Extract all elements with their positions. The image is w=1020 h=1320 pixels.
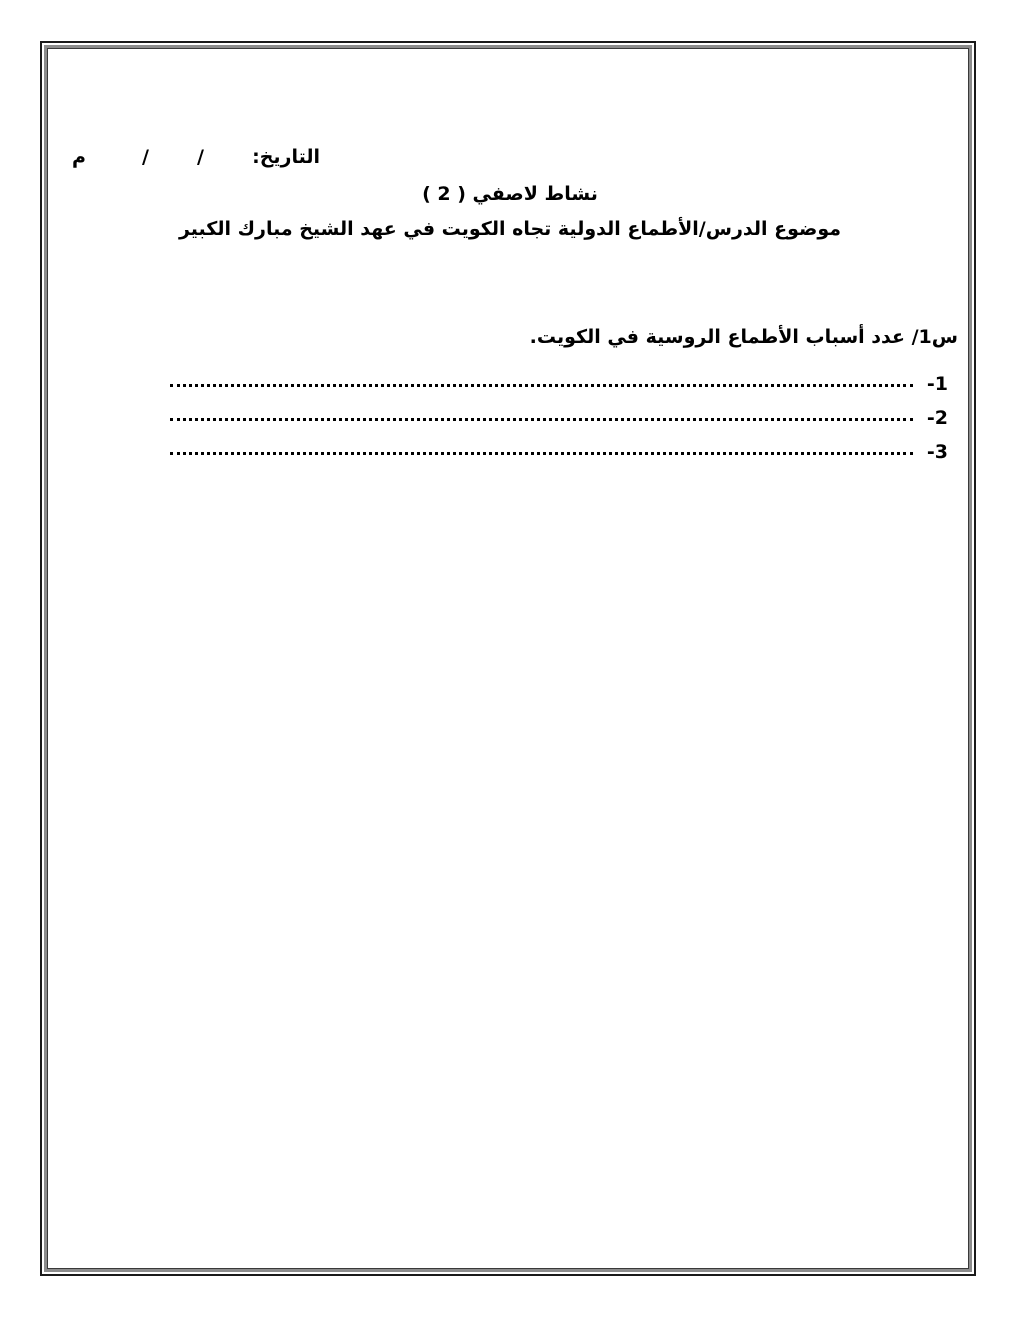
answer-number: 2-	[926, 407, 948, 429]
answer-line[interactable]	[170, 361, 952, 395]
answer-blank[interactable]	[170, 384, 913, 387]
answer-list	[170, 361, 952, 463]
activity-title: نشاط لاصفي ( 2 )	[422, 183, 598, 205]
answer-line[interactable]	[170, 429, 952, 463]
date-separator: /	[142, 146, 149, 168]
answer-line[interactable]	[170, 395, 952, 429]
date-label: التاريخ:	[252, 146, 320, 168]
answer-blank[interactable]	[170, 452, 913, 455]
answer-number: 1-	[926, 373, 948, 395]
answer-blank[interactable]	[170, 418, 913, 421]
answer-number: 3-	[926, 441, 948, 463]
lesson-topic: موضوع الدرس/الأطماع الدولية تجاه الكويت في عهد الشيخ مبارك الكبير	[178, 218, 842, 240]
date-line	[70, 146, 330, 174]
question-1: س1/ عدد أسباب الأطماع الروسية في الكويت.	[529, 326, 958, 348]
date-separator: /	[197, 146, 204, 168]
date-era-suffix: م	[72, 146, 86, 168]
